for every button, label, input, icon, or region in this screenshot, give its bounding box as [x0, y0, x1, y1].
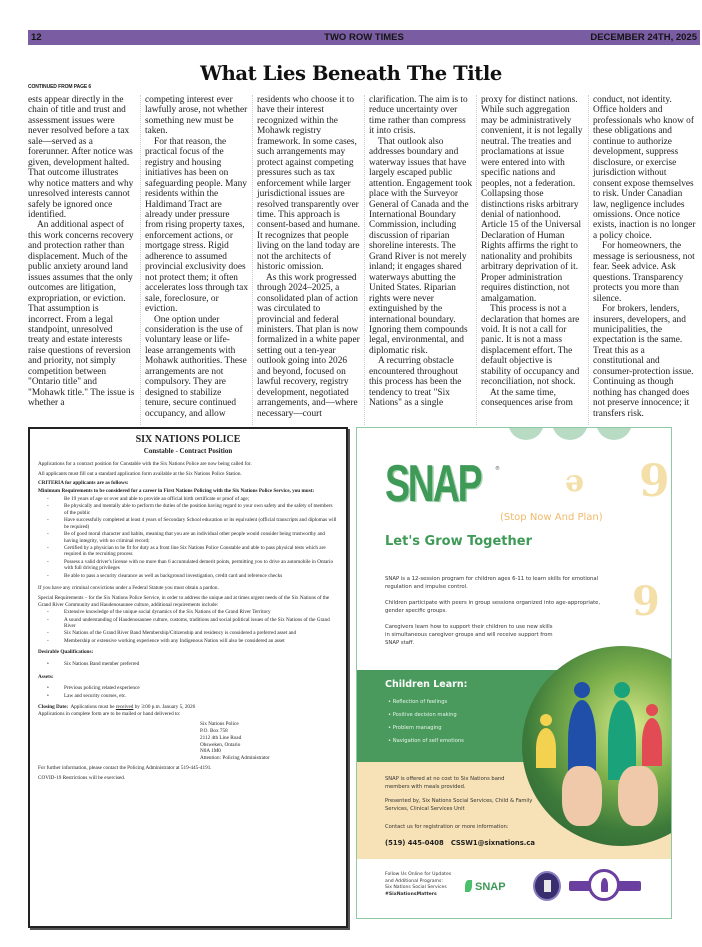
paragraph: For homeowners, the message is seriousness, not fear. Seek advice. Ask questions. Transparency protects you more than silence.	[593, 241, 695, 304]
contact-prompt: Contact us for registration or more information:	[385, 824, 509, 830]
list-item: • Problem managing	[388, 722, 464, 735]
children-learn-list	[388, 696, 464, 748]
minimum-heading: Minimum Requirements to be considered for a career in First Nations Policing with the Six Nations Police Service, you must:	[38, 488, 315, 495]
paragraph: At the same time, consequences arise from	[481, 387, 573, 409]
hand-icon	[562, 766, 602, 826]
ad-subtitle: Constable - Contract Position	[143, 447, 233, 455]
ad-title: SIX NATIONS POLICE	[135, 434, 241, 445]
list-item: • Navigation of self emotions	[388, 735, 464, 748]
article-headline: What Lies Beneath The Title	[200, 62, 502, 85]
decorative-circle	[552, 427, 588, 440]
pardon-note: If you have any criminal convictions under a Federal Statute you must obtain a pardon.	[38, 585, 219, 592]
child-figure-icon	[646, 704, 658, 716]
child-figure-icon	[540, 714, 552, 726]
address-line: Ohsweken, Ontario	[200, 741, 241, 748]
hand-icon	[618, 766, 658, 826]
minimum-requirements-list	[38, 496, 338, 579]
issue-date: DECEMBER 24TH, 2025	[590, 32, 697, 43]
address-line: P.O. Box 758	[200, 727, 228, 734]
follow-line: and Additional Programs:	[385, 878, 443, 884]
tree-emblem-icon	[588, 869, 620, 901]
list-item: • Law and security courses, etc.	[38, 693, 338, 700]
address-line: 2112 4th Line Road	[200, 734, 242, 741]
six-nations-crest-icon	[533, 871, 561, 901]
cost-note: SNAP is offered at no cost to Six Nations band members with meals provided.	[385, 776, 505, 790]
list-item: - Extensive knowledge of the unique social dynamics of the Six Nations of the Grand River Territory	[38, 609, 338, 616]
phone-number: (519) 445-0408	[385, 839, 444, 847]
snap-tagline: Let's Grow Together	[385, 534, 532, 549]
paragraph: residents who choose it to have their interest recognized within the Mohawk registry framework. In some cases, such arrangements may protect against competing pressures such as tax enforcement while larger jurisdictional issues are resolved transparently over time. This approach is consent-based and humane. It recognizes that people living on the land today are not the architects of historic omission.	[257, 95, 361, 273]
article-column-3	[252, 95, 364, 425]
squiggle-decoration-icon: 9	[632, 578, 660, 625]
paragraph: competing interest ever lawfully arose, not whether something new must be taken.	[145, 95, 248, 137]
squiggle-decoration-icon: ə	[565, 464, 585, 499]
paragraph: As this work progressed through 2024–2025, a consolidated plan of action was circulated to provincial and federal ministers. That plan is now formalized in a white paper setting out a ten-year outlook going into 2026 and beyond, focused on lawful recovery, registry development, negotiated arrangements, and—where necessary—court	[257, 272, 360, 419]
continued-from-label: CONTINUED FROM PAGE 6	[28, 84, 92, 90]
mailing-address	[200, 721, 338, 762]
closing-underlined: received	[115, 704, 134, 711]
address-line: Six Nations Police	[200, 720, 239, 727]
list-item: - Six Nations of the Grand River Band Membership/Citizenship and residency is considered a preferred asset and	[38, 630, 338, 637]
paragraph: For brokers, lenders, insurers, developers, and municipalities, the expectation is the same. Treat this as a constitutional and consumer-protection issue. Continuing as though nothing has changed does not preserve innocence; it transfers risk.	[593, 304, 694, 419]
address-line: N0A 1M0	[200, 748, 221, 755]
list-item: - Certified by a physician to be fit for duty as a front line Six Nations Police Constable and able to pass physical tests which are required in the recruiting process	[38, 545, 338, 558]
snap-logo: SNAP	[385, 455, 481, 513]
follow-us-text	[385, 872, 451, 898]
list-item: • Previous policing related experience	[38, 685, 338, 692]
intro-text: Applications for a contract position for Constable with the Six Nations Police are now being called for.	[38, 461, 252, 467]
paragraph: conduct, not identity. Office holders and professionals who know of these obligations and continue to authorize development, suppress disclosure, or exercise jurisdiction without consent expose themselves to risk. Under Canadian law, negligence includes omissions. Once notice exists, inaction is no longer a policy choice.	[593, 95, 696, 241]
follow-line: Six Nations Social Services	[385, 885, 447, 891]
closing-label: Closing Date:	[38, 704, 69, 711]
snap-expansion: (Stop Now And Plan)	[500, 512, 603, 523]
contact-details	[385, 839, 535, 847]
snap-footer-logo: SNAP	[475, 881, 506, 893]
adult-figure-icon	[614, 682, 630, 698]
presented-by: Presented by, Six Nations Social Services, Child & Family Services, Clinical Services Unit	[385, 798, 533, 812]
masthead-bar	[28, 30, 700, 45]
article-column-2	[140, 95, 252, 425]
registered-mark: ®	[495, 466, 500, 472]
list-item: - Be physically and mentally able to perform the duties of the position having regard to your own safety and the safety of members of the public	[38, 503, 338, 516]
paragraph: clarification. The aim is to reduce uncertainty over time rather than compress it into crisis.	[369, 95, 468, 137]
intro-text: All applicants must fill out a standard application form available at the Six Nations Police Station.	[38, 470, 242, 477]
article-column-1	[28, 95, 140, 425]
criteria-heading: CRITERIA for applicants are as follows:	[38, 480, 129, 487]
list-item: - Be able to pass a security clearance as well as background investigation, credit card and reference checks	[38, 573, 338, 580]
list-item: - Possess a valid driver's license with no more than 6 accumulated demerit points, permitting you to drive an automobile in Ontario with full driving privileges	[38, 559, 338, 572]
article-body	[28, 95, 700, 425]
paragraph: An additional aspect of this work concerns recovery and protection rather than displacement. Much of the public anxiety around land issues assumes that the only outcomes are litigation, expropriation, or eviction. That assumption is incorrect. From a legal standpoint, unresolved treaty and estate interests raise questions of reversion and priority, not simply competition between "Ontario title" and "Mohawk title." The issue is whether a	[28, 220, 135, 409]
email-address: CSSW1@sixnations.ca	[450, 839, 535, 847]
children-learn-heading: Children Learn:	[385, 679, 468, 690]
list-item: • Positive decision making	[388, 709, 464, 722]
squiggle-decoration-icon: 9	[639, 456, 670, 507]
paragraph: For that reason, the practical focus of the registry and housing initiatives has been on safeguarding people. Many residents within the Haldimand Tract are already under pressure from rising property taxes, enforcement actions, or mortgage stress. Rigid adherence to assumed provincial exclusivity does not protect them; it often accelerates loss through tax sale, foreclosure, or eviction.	[145, 136, 249, 315]
program-description: Caregivers learn how to support their children to use new skills in simultaneous caregiver groups and will receive support from SNAP staff.	[385, 624, 553, 646]
list-item: • Six Nations Band member preferred	[38, 661, 338, 668]
snap-leaf-icon	[465, 880, 472, 892]
special-requirements-list	[38, 609, 338, 644]
program-description: SNAP is a 12-session program for children ages 6-11 to learn skills for emotional regulation and impulse control.	[385, 576, 599, 590]
address-line: Attention: Policing Administrator	[200, 755, 270, 762]
closing-text: Applications must be	[70, 704, 115, 711]
program-description: Children participate with peers in group sessions organized into age-appropriate, gender specific groups.	[385, 600, 601, 614]
list-item: - Have successfully completed at least 4 years of Secondary School education or its equivalent (official transcripts and diplomas will be required)	[38, 517, 338, 530]
police-job-ad	[28, 427, 348, 928]
delivery-note: Applications in complete form are to be mailed or hand delivered to:	[38, 711, 181, 718]
publication-name: TWO ROW TIMES	[324, 32, 404, 43]
special-requirements-intro: Special Requirements – for the Six Nations Police Service, in order to address the unique and at times urgent needs of the Six Nations of the Grand River Community and Haudenosaunee culture, additional requirements include:	[38, 594, 330, 608]
hashtag: #SixNationsMatters	[385, 891, 437, 897]
paragraph: ests appear directly in the chain of title and trust and assessment issues were never resolved before a tax sale—served as a forerunner. After notice was given, development halted. That outcome illustrates why notice matters and why unresolved interests cannot safely be ignored once identified.	[28, 95, 134, 220]
paragraph: One option under consideration is the use of voluntary lease or life-lease arrangements with Mohawk authorities. These arrangements are not compulsory. They are designed to stabilize tenure, secure continued occupancy, and allow	[145, 314, 247, 419]
desirable-heading: Desirable Qualifications:	[38, 649, 94, 656]
desirable-list	[38, 661, 338, 668]
adult-figure-icon	[574, 682, 590, 698]
child-figure-body	[536, 728, 556, 768]
list-item: - A sound understanding of Haudenosaunee culture, customs, traditions and social political issues of the Six Nations of the Grand River	[38, 617, 338, 630]
list-item: - Membership or extensive working experience with any Indigenous Nation will also be considered an asset	[38, 638, 338, 645]
page-number: 12	[31, 32, 42, 43]
list-item: - Be of good moral character and habits, meaning that you are an individual other people would consider being trustworthy and having integrity, with no criminal record;	[38, 531, 338, 544]
decorative-circle	[508, 427, 544, 440]
assets-list	[38, 685, 338, 699]
covid-note: COVID-19 Restrictions will be exercised.	[38, 774, 126, 781]
follow-line: Follow Us Online for Updates	[385, 872, 452, 877]
paragraph: That outlook also addresses boundary and waterway issues that have largely escaped public attention. Engagement took place with the Surveyor General of Canada and the International Boundary Commission, including discussion of riparian shoreline interests. The Grand River is not merely inland; it engages shared waterways abutting the United States. Riparian rights were never extinguished by the international boundary. Ignoring them compounds legal, environmental, and diplomatic risk.	[369, 136, 473, 356]
assets-heading: Assets:	[38, 673, 54, 680]
article-column-5	[476, 95, 588, 425]
paragraph: proxy for distinct nations. While such aggregation may be administratively convenient, it is not legally neutral. The treaties and proclamations at issue were entered into with specific nations and peoples, not a federation. Collapsing those distinctions risks arbitrary denial of nationhood. Article 15 of the Universal Declaration of Human Rights affirms the right to nationality and prohibits arbitrary deprivation of it. Proper administration requires distinction, not amalgamation.	[481, 95, 583, 304]
paragraph: This process is not a declaration that homes are void. It is not a call for panic. It is not a mass displacement effort. The default objective is stability of occupancy and reconciliation, not shock.	[481, 304, 580, 388]
decorative-circle	[596, 427, 632, 440]
list-item: • Reflection of feelings	[388, 696, 464, 709]
closing-deadline: by 3:00 p.m. January 5, 2026	[134, 704, 196, 711]
article-column-4	[364, 95, 476, 425]
paragraph: A recurring obstacle encountered throughout this process has been the tendency to treat "Six Nations" as a single	[369, 356, 462, 409]
snap-footer	[357, 859, 672, 919]
snap-program-ad	[356, 427, 672, 919]
contact-note: For further information, please contact the Policing Administrator at 519-445-4191.	[38, 765, 212, 772]
child-figure-body	[642, 718, 662, 766]
article-column-6	[588, 95, 700, 425]
list-item: - Be 19 years of age or over and able to provide an official birth certificate or proof of age;	[38, 496, 338, 503]
